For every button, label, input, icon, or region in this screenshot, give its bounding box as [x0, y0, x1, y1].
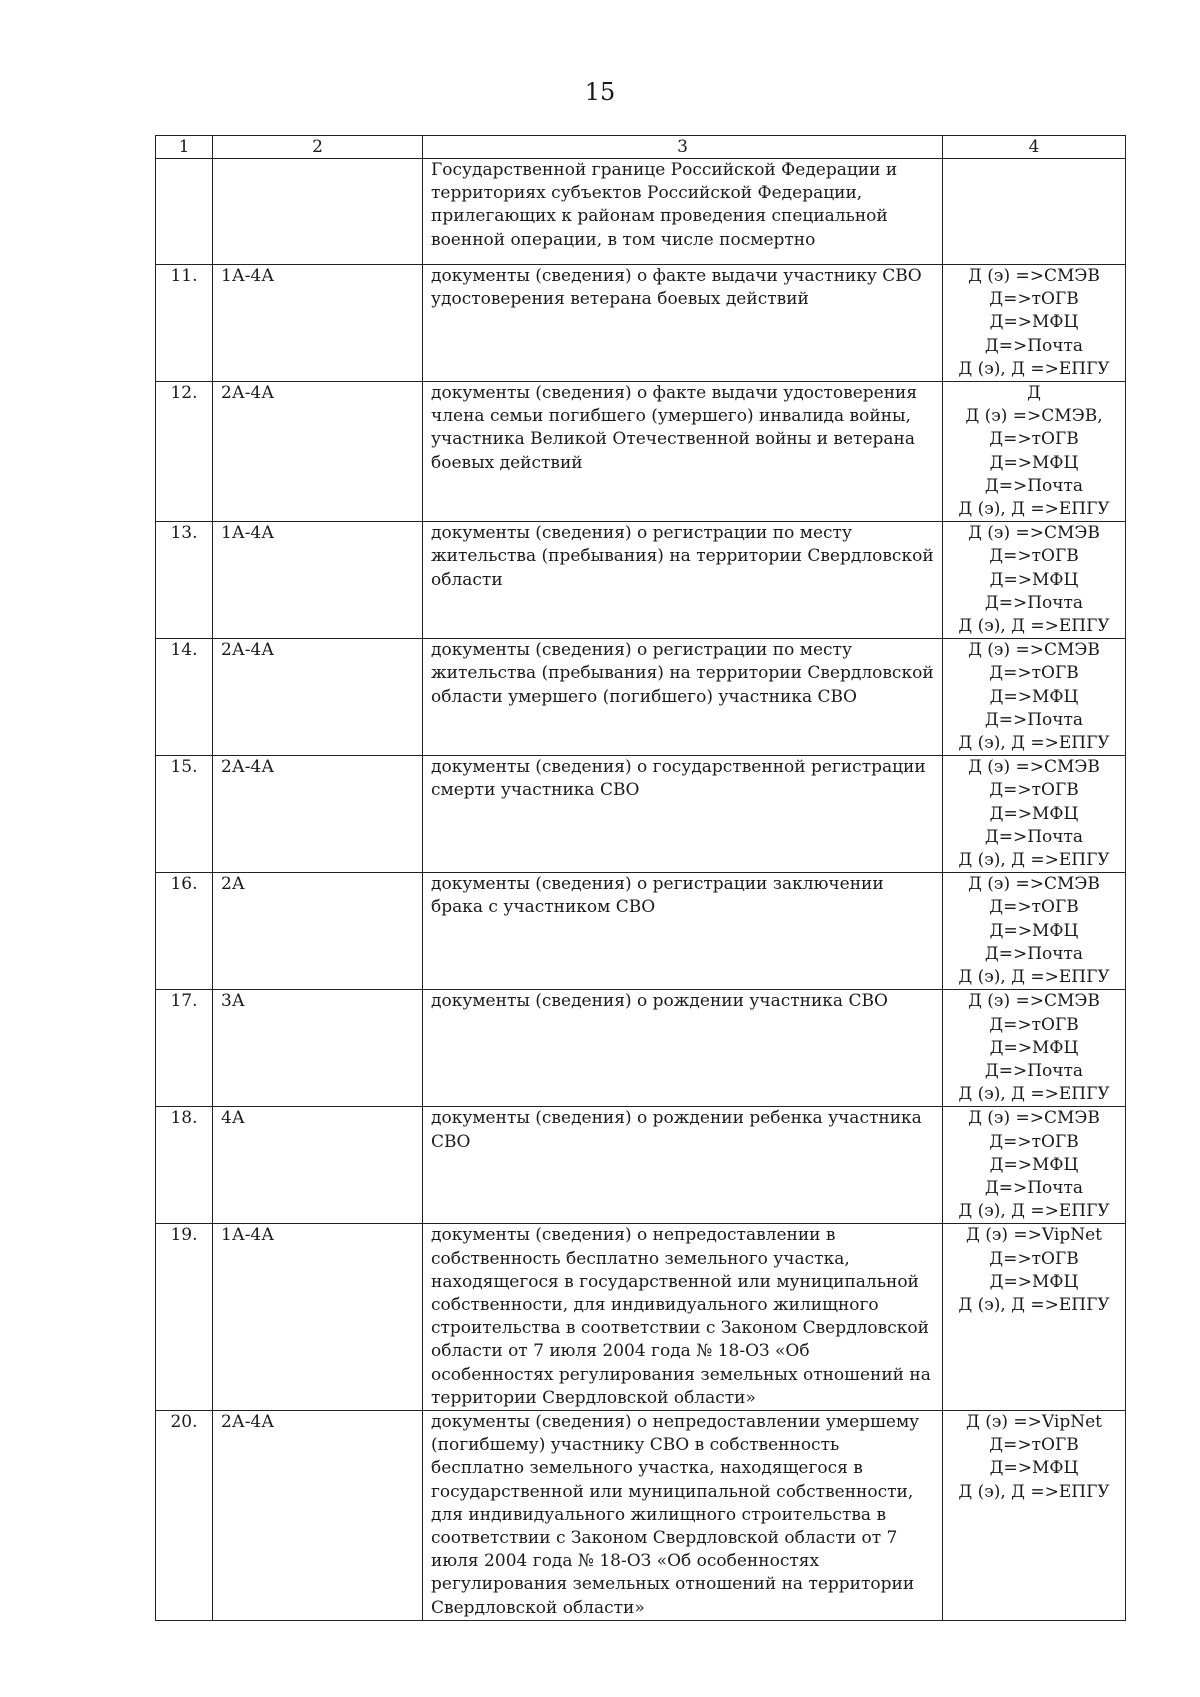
table-row	[156, 1224, 1126, 1411]
channel-line: Д=>МФЦ	[989, 1271, 1079, 1292]
row-document-description: документы (сведения) о рождении участника СВО	[423, 990, 943, 1107]
row-category-code: 2А-4А	[213, 756, 423, 873]
row-category-code: 2А-4А	[213, 1410, 423, 1620]
channel-line: Д (э), Д =>ЕПГУ	[958, 358, 1110, 379]
channel-line: Д=>Почта	[984, 709, 1084, 730]
channel-line: Д=>тОГВ	[989, 1248, 1079, 1269]
row-number: 15.	[156, 756, 213, 873]
channel-line: Д=>Почта	[984, 1177, 1084, 1198]
row-submission-channels	[943, 265, 1126, 382]
channel-line: Д=>Почта	[984, 592, 1084, 613]
row-number: 19.	[156, 1224, 213, 1411]
channel-line: Д (э), Д =>ЕПГУ	[958, 1084, 1110, 1105]
channel-line: Д (э) =>СМЭВ	[968, 523, 1100, 544]
row-number: 12.	[156, 382, 213, 522]
header-cell-1: 1	[156, 136, 213, 159]
channel-line: Д (э), Д =>ЕПГУ	[958, 616, 1110, 637]
row-submission-channels	[943, 1224, 1126, 1411]
row-number: 13.	[156, 522, 213, 639]
channel-line: Д (э) =>СМЭВ,	[965, 406, 1103, 427]
channel-line: Д=>Почта	[984, 826, 1084, 847]
channel-line: Д=>тОГВ	[989, 1131, 1079, 1152]
row-document-description: документы (сведения) о регистрации по месту жительства (пребывания) на территории Свердловской области	[423, 522, 943, 639]
channel-line: Д (э), Д =>ЕПГУ	[958, 1294, 1110, 1315]
table-row	[156, 1410, 1126, 1620]
channel-line: Д (э) =>СМЭВ	[968, 991, 1100, 1012]
row-category-code: 2А	[213, 873, 423, 990]
channel-line: Д=>Почта	[984, 943, 1084, 964]
row-document-description: документы (сведения) о факте выдачи удостоверения члена семьи погибшего (умершего) инвалида войны, участника Великой Отечественной войны и ветерана боевых действий	[423, 382, 943, 522]
channel-line: Д=>Почта	[984, 1060, 1084, 1081]
row-category-code	[213, 159, 423, 265]
row-number: 11.	[156, 265, 213, 382]
row-category-code: 1А-4А	[213, 1224, 423, 1411]
channel-line: Д=>МФЦ	[989, 920, 1079, 941]
table-row	[156, 265, 1126, 382]
row-submission-channels	[943, 639, 1126, 756]
row-number: 14.	[156, 639, 213, 756]
row-category-code: 2А-4А	[213, 382, 423, 522]
page-number: 15	[584, 78, 616, 106]
table-row	[156, 756, 1126, 873]
channel-line: Д (э) =>СМЭВ	[968, 266, 1100, 286]
channel-line: Д=>МФЦ	[989, 312, 1079, 333]
table-row	[156, 873, 1126, 990]
channel-line: Д=>Почта	[984, 475, 1084, 496]
row-document-description: документы (сведения) о регистрации по месту жительства (пребывания) на территории Свердловской области умершего (погибшего) участника СВО	[423, 639, 943, 756]
row-category-code: 1А-4А	[213, 265, 423, 382]
channel-line: Д=>Почта	[984, 335, 1084, 356]
table-row	[156, 990, 1126, 1107]
channel-line: Д=>МФЦ	[989, 1154, 1079, 1175]
row-category-code: 4А	[213, 1107, 423, 1224]
channel-line: Д=>тОГВ	[989, 897, 1079, 918]
row-number	[156, 159, 213, 265]
channel-line: Д (э) =>СМЭВ	[968, 640, 1100, 661]
row-submission-channels	[943, 1410, 1126, 1620]
row-submission-channels	[943, 159, 1126, 265]
row-document-description: документы (сведения) о регистрации заключении брака с участником СВО	[423, 873, 943, 990]
row-category-code: 3А	[213, 990, 423, 1107]
channel-line: Д=>МФЦ	[989, 1458, 1079, 1479]
row-number: 18.	[156, 1107, 213, 1224]
row-submission-channels	[943, 990, 1126, 1107]
header-cell-2: 2	[213, 136, 423, 159]
channel-line: Д (э) =>VipNet	[966, 1411, 1102, 1432]
row-category-code: 1А-4А	[213, 522, 423, 639]
channel-line: Д (э) =>СМЭВ	[968, 757, 1100, 778]
channel-line: Д (э) =>СМЭВ	[968, 874, 1100, 895]
table-row	[156, 1107, 1126, 1224]
row-number: 20.	[156, 1410, 213, 1620]
header-cell-4: 4	[943, 136, 1126, 159]
channel-line: Д (э), Д =>ЕПГУ	[958, 850, 1110, 871]
row-document-description: Государственной границе Российской Федерации и территориях субъектов Российской Федерации, прилегающих к районам проведения специальной военной операции, в том числе посмертно	[423, 159, 943, 265]
channel-line: Д=>тОГВ	[989, 289, 1079, 310]
table-header-row	[156, 136, 1126, 159]
documents-table	[155, 135, 1126, 1621]
row-number: 17.	[156, 990, 213, 1107]
channel-line: Д (э), Д =>ЕПГУ	[958, 967, 1110, 988]
channel-line: Д (э), Д =>ЕПГУ	[958, 733, 1110, 754]
channel-line: Д (э), Д =>ЕПГУ	[958, 1481, 1110, 1502]
table-row	[156, 159, 1126, 265]
channel-line: Д (э), Д =>ЕПГУ	[958, 499, 1110, 520]
row-document-description: документы (сведения) о непредоставлении умершему (погибшему) участнику СВО в собственность бесплатно земельного участка, находящегося в государственной или муниципальной собственности, для индивидуального жилищного строительства в соответствии с Законом Свердловской области от 7 июля 2004 года № 18-ОЗ «Об особенностях регулирования земельных отношений на территории Свердловской области»	[423, 1410, 943, 1620]
channel-line: Д=>тОГВ	[989, 1435, 1079, 1456]
table-row	[156, 639, 1126, 756]
table-row	[156, 382, 1126, 522]
channel-line: Д=>тОГВ	[989, 546, 1079, 567]
channel-line: Д (э) =>VipNet	[966, 1225, 1102, 1246]
row-submission-channels	[943, 382, 1126, 522]
channel-line: Д=>МФЦ	[989, 686, 1079, 707]
row-submission-channels	[943, 1107, 1126, 1224]
channel-line: Д	[1027, 383, 1041, 404]
header-cell-3: 3	[423, 136, 943, 159]
row-number: 16.	[156, 873, 213, 990]
channel-line: Д=>МФЦ	[989, 1037, 1079, 1058]
row-submission-channels	[943, 756, 1126, 873]
row-submission-channels	[943, 873, 1126, 990]
channel-line: Д=>тОГВ	[989, 663, 1079, 684]
channel-line: Д=>тОГВ	[989, 429, 1079, 450]
row-document-description: документы (сведения) о государственной регистрации смерти участника СВО	[423, 756, 943, 873]
row-submission-channels	[943, 522, 1126, 639]
channel-line: Д=>МФЦ	[989, 569, 1079, 590]
row-document-description: документы (сведения) о непредоставлении в собственность бесплатно земельного участка, находящегося в государственной или муниципальной собственности, для индивидуального жилищного строительства в соответствии с Законом Свердловской области от 7 июля 2004 года № 18-ОЗ «Об особенностях регулирования земельных отношений на территории Свердловской области»	[423, 1224, 943, 1411]
channel-line: Д=>МФЦ	[989, 803, 1079, 824]
channel-line: Д=>МФЦ	[989, 452, 1079, 473]
row-document-description: документы (сведения) о рождении ребенка участника СВО	[423, 1107, 943, 1224]
channel-line: Д (э), Д =>ЕПГУ	[958, 1201, 1110, 1222]
row-document-description: документы (сведения) о факте выдачи участнику СВО удостоверения ветерана боевых действий	[423, 265, 943, 382]
row-category-code: 2А-4А	[213, 639, 423, 756]
channel-line: Д=>тОГВ	[989, 1014, 1079, 1035]
table-row	[156, 522, 1126, 639]
channel-line: Д=>тОГВ	[989, 780, 1079, 801]
channel-line: Д (э) =>СМЭВ	[968, 1108, 1100, 1129]
